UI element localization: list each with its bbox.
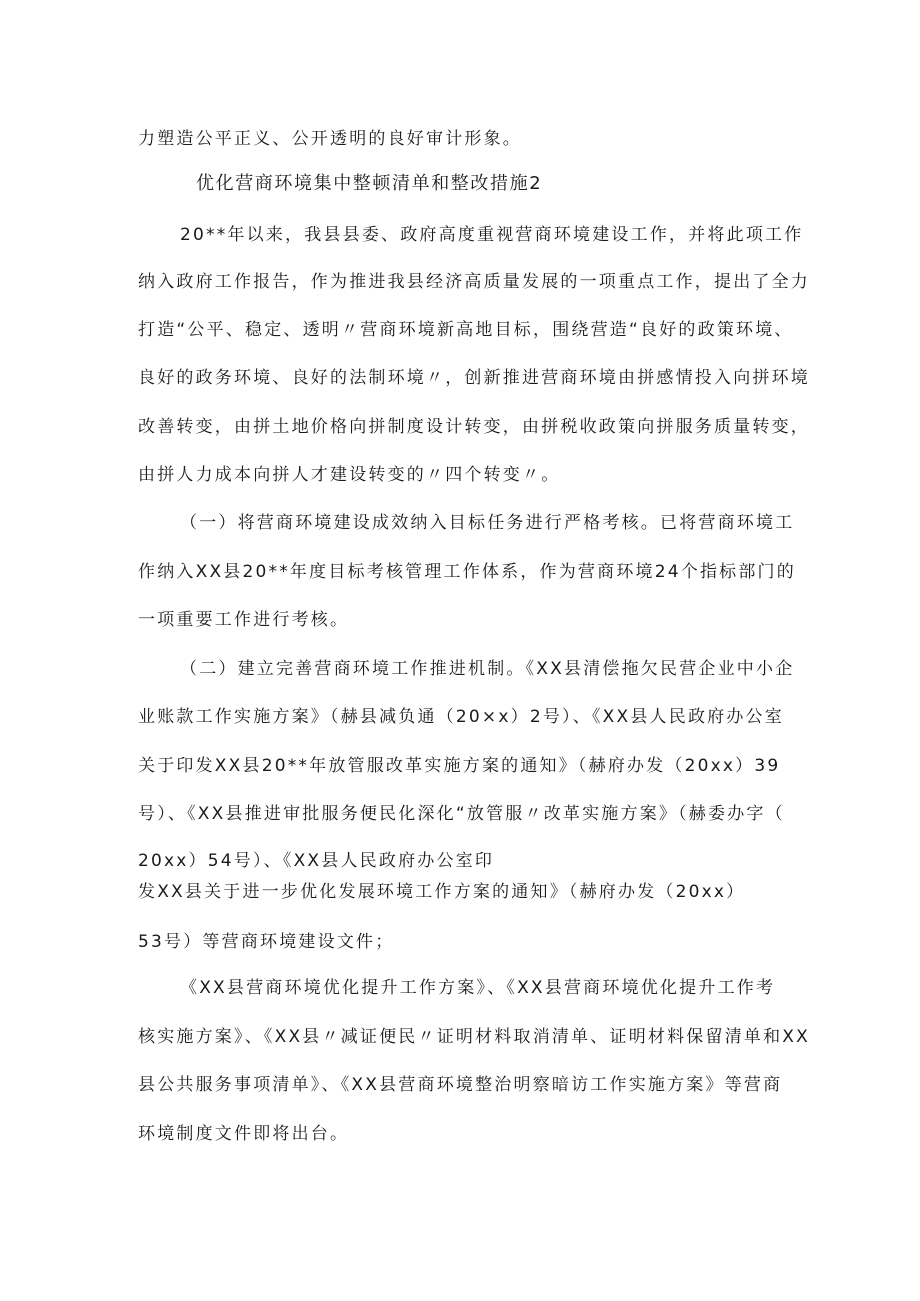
paragraph-1-line-6: 由拼人力成本向拼人才建设转变的〃四个转变〃。 (138, 465, 561, 485)
paragraph-4-line-1: 《XX县营商环境优化提升工作方案》、《XX县营商环境优化提升工作考 (180, 978, 776, 998)
paragraph-3-line-3: 关于印发XX县20**年放管服改革实施方案的通知》（赫府办发（20xx）39 (138, 756, 781, 776)
paragraph-3-line-6: 发XX县关于进一步优化发展环境工作方案的通知》（赫府办发（20xx） (138, 882, 746, 902)
paragraph-4-line-2: 核实施方案》、《XX县〃减证便民〃证明材料取消清单、证明材料保留清单和XX (138, 1027, 810, 1047)
paragraph-2-line-1: （一）将营商环境建设成效纳入目标任务进行严格考核。已将营商环境工 (180, 513, 795, 533)
paragraph-4-line-4: 环境制度文件即将出台。 (138, 1124, 350, 1144)
paragraph-3-line-1: （二）建立完善营商环境工作推进机制。《XX县清偿拖欠民营企业中小企 (180, 659, 795, 679)
section-title: 优化营商环境集中整顿清单和整改措施2 (196, 173, 543, 194)
paragraph-3-line-5: 20xx）54号）、《XX县人民政府办公室印 (138, 851, 495, 871)
paragraph-1-line-2: 纳入政府工作报告，作为推进我县经济高质量发展的一项重点工作，提出了全力 (138, 272, 810, 292)
paragraph-3-line-4: 号）、《XX县推进审批服务便民化深化“放管服〃改革实施方案》（赫委办字（ (138, 804, 785, 824)
paragraph-3-line-2: 业账款工作实施方案》（赫县减负通（20×x）2号）、《XX县人民政府办公室 (138, 707, 784, 727)
paragraph-3-line-7: 53号）等营商环境建设文件； (138, 932, 395, 952)
paragraph-2-line-3: 一项重要工作进行考核。 (138, 610, 350, 630)
paragraph-2-line-2: 作纳入XX县20**年度目标考核管理工作体系，作为营商环境24个指标部门的 (138, 562, 796, 582)
paragraph-1-line-1: 20**年以来，我县县委、政府高度重视营商环境建设工作，并将此项工作 (180, 225, 804, 245)
paragraph-4-line-3: 县公共服务事项清单》、《XX县营商环境整治明察暗访工作实施方案》等营商 (138, 1075, 783, 1095)
paragraph-1-line-4: 良好的政务环境、良好的法制环境〃，创新推进营商环境由拼感情投入向拼环境 (138, 368, 810, 388)
continuation-line: 力塑造公平正义、公开透明的良好审计形象。 (138, 129, 522, 149)
paragraph-1-line-5: 改善转变，由拼土地价格向拼制度设计转变，由拼税收政策向拼服务质量转变， (138, 417, 810, 437)
paragraph-1-line-3: 打造“公平、稳定、透明〃营商环境新高地目标，围绕营造“良好的政策环境、 (138, 320, 794, 340)
